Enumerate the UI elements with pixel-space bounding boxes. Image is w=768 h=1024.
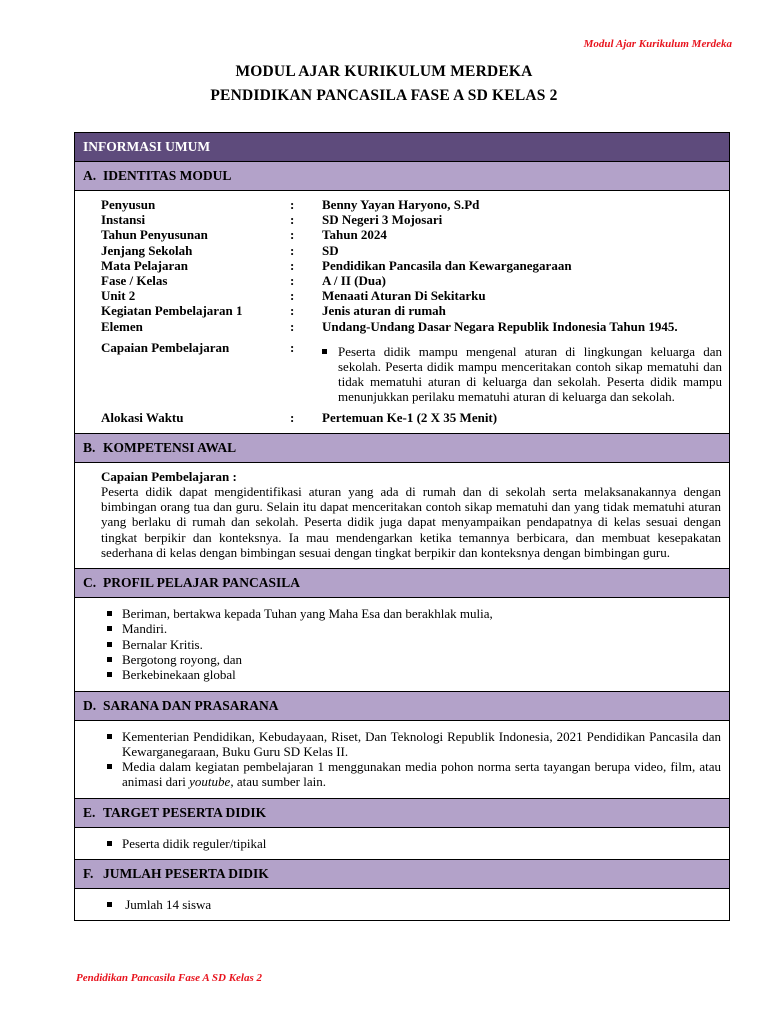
identitas-key: Elemen xyxy=(101,318,143,334)
section-label: JUMLAH PESERTA DIDIK xyxy=(103,866,269,882)
list-item xyxy=(106,606,721,621)
colon: : xyxy=(290,409,295,425)
section-b-header xyxy=(75,434,729,463)
capaian-text: Peserta didik mampu mengenal aturan di lingkungan keluarga dan sekolah. Peserta didik mampu menceritakan contoh sikap mematuhi dan tidak mematuhi aturan di keluarga dan sekolah. Peserta didik mampu menunjukkan perilaku mematuhi aturan di keluarga dan sekolah. xyxy=(338,343,722,405)
square-bullet-icon xyxy=(107,672,112,677)
identitas-value: Menaati Aturan Di Sekitarku xyxy=(322,288,486,304)
section-letter: F. xyxy=(83,866,94,882)
identitas-key: Instansi xyxy=(101,212,146,228)
identitas-value: Jenis aturan di rumah xyxy=(322,303,446,319)
jumlah-text: Jumlah 14 siswa xyxy=(125,897,212,913)
sarana-text-post: , atau sumber lain. xyxy=(230,774,326,790)
informasi-umum-label: INFORMASI UMUM xyxy=(83,139,211,154)
profil-text: Berkebinekaan global xyxy=(122,667,236,683)
square-bullet-icon xyxy=(107,657,112,662)
section-letter: C. xyxy=(83,575,97,591)
profil-text: Bernalar Kritis. xyxy=(122,636,203,652)
square-bullet-icon xyxy=(107,642,112,647)
identitas-key: Kegiatan Pembelajaran 1 xyxy=(101,303,243,319)
square-bullet-icon xyxy=(107,841,112,846)
identitas-row xyxy=(101,243,723,258)
identitas-row xyxy=(101,258,723,273)
identitas-modul xyxy=(75,191,729,434)
profil-pelajar xyxy=(75,598,729,691)
list-item xyxy=(106,667,721,682)
document-title: MODUL AJAR KURIKULUM MERDEKA xyxy=(235,63,533,80)
section-letter: A. xyxy=(83,168,97,183)
identitas-value: SD xyxy=(322,242,339,258)
square-bullet-icon xyxy=(107,902,112,907)
identitas-key: Penyusun xyxy=(101,197,156,212)
sarana-text: Kementerian Pendidikan, Kebudayaan, Riset, Dan Teknologi Republik Indonesia, 2021 Pendidikan Pancasila dan Kewarganegaraan, Buku Guru SD Kelas II. xyxy=(122,728,721,759)
identitas-value: SD Negeri 3 Mojosari xyxy=(322,212,443,228)
list-item xyxy=(106,637,721,652)
list-item xyxy=(106,836,721,851)
section-label: KOMPETENSI AWAL xyxy=(103,439,237,455)
identitas-value: Benny Yayan Haryono, S.Pd xyxy=(322,197,480,212)
identitas-value: Tahun 2024 xyxy=(322,227,387,243)
list-item xyxy=(322,344,722,405)
list-item xyxy=(106,729,721,760)
colon: : xyxy=(290,273,295,289)
alokasi-value: Pertemuan Ke-1 (2 X 35 Menit) xyxy=(322,409,498,425)
square-bullet-icon xyxy=(107,626,112,631)
section-label: SARANA DAN PRASARANA xyxy=(103,697,279,713)
section-letter: B. xyxy=(83,439,96,455)
identitas-row xyxy=(101,197,723,212)
identitas-key: Mata Pelajaran xyxy=(101,257,189,273)
section-a-header xyxy=(75,162,729,191)
colon: : xyxy=(290,257,295,273)
identitas-key: Tahun Penyusunan xyxy=(101,227,208,243)
identitas-value: Undang-Undang Dasar Negara Republik Indonesia Tahun 1945. xyxy=(322,318,678,334)
list-item xyxy=(106,621,721,636)
jumlah-peserta xyxy=(75,889,729,920)
kompetensi-paragraph: Peserta didik dapat mengidentifikasi aturan yang ada di rumah dan di sekolah serta melaksanakannya dengan bimbingan orang tua dan guru. Selain itu dapat menceritakan contoh sikap mematuhi dan yang tidak mematuhi aturan yang berlaku di rumah dan sekolah. Peserta didik juga dapat menyampaikan pendapatnya di kelas sesuai dengan tingkat berpikir dan konteksnya. Ia mau mendengarkan ketika temannya berbicara, dan membuat kesepakatan sederhana di kelas dengan bimbingan sesuai dengan tingkat berpikir dan konteksnya dengan bimbingan guru. xyxy=(101,484,721,560)
alokasi-row xyxy=(101,410,723,425)
informasi-umum-header xyxy=(75,133,729,162)
running-head: Modul Ajar Kurikulum Merdeka xyxy=(583,38,732,50)
section-label: IDENTITAS MODUL xyxy=(103,168,232,183)
square-bullet-icon xyxy=(107,734,112,739)
identitas-key: Unit 2 xyxy=(101,288,136,304)
section-label: PROFIL PELAJAR PANCASILA xyxy=(103,575,301,591)
sarana-text-emphasis: youtube xyxy=(189,774,231,790)
list-item xyxy=(106,759,721,790)
colon: : xyxy=(290,242,295,258)
capaian-row xyxy=(101,340,723,405)
square-bullet-icon xyxy=(107,611,112,616)
page-footer: Pendidikan Pancasila Fase A SD Kelas 2 xyxy=(76,972,263,984)
list-item xyxy=(106,897,721,912)
identitas-row xyxy=(101,273,723,288)
colon: : xyxy=(290,303,295,319)
target-peserta xyxy=(75,828,729,860)
identitas-value: A / II (Dua) xyxy=(322,273,386,289)
colon: : xyxy=(290,339,295,355)
identitas-row xyxy=(101,227,723,242)
module-table xyxy=(74,132,730,921)
profil-text: Mandiri. xyxy=(122,621,168,637)
target-text: Peserta didik reguler/tipikal xyxy=(122,835,267,851)
identitas-row xyxy=(101,212,723,227)
list-item xyxy=(106,652,721,667)
kompetensi-awal xyxy=(75,463,729,569)
colon: : xyxy=(290,288,295,304)
identitas-row xyxy=(101,303,723,318)
section-c-header xyxy=(75,569,729,598)
colon: : xyxy=(290,197,295,212)
identitas-key: Jenjang Sekolah xyxy=(101,242,193,258)
document-subtitle: PENDIDIKAN PANCASILA FASE A SD KELAS 2 xyxy=(210,87,558,104)
identitas-row xyxy=(101,288,723,303)
square-bullet-icon xyxy=(107,764,112,769)
colon: : xyxy=(290,318,295,334)
sarana-prasarana xyxy=(75,721,729,799)
section-e-header xyxy=(75,799,729,828)
identitas-value: Pendidikan Pancasila dan Kewarganegaraan xyxy=(322,257,572,273)
colon: : xyxy=(290,212,295,228)
section-letter: E. xyxy=(83,804,96,820)
capaian-value xyxy=(322,340,722,405)
colon: : xyxy=(290,227,295,243)
identitas-row xyxy=(101,319,723,334)
section-d-header xyxy=(75,692,729,721)
section-letter: D. xyxy=(83,697,97,713)
profil-text: Bergotong royong, dan xyxy=(122,651,242,667)
identitas-key: Fase / Kelas xyxy=(101,273,168,289)
alokasi-key: Alokasi Waktu xyxy=(101,409,184,425)
capaian-key: Capaian Pembelajaran xyxy=(101,339,230,355)
square-bullet-icon xyxy=(322,349,327,354)
section-label: TARGET PESERTA DIDIK xyxy=(103,804,267,820)
section-f-header xyxy=(75,860,729,889)
sarana-text-pre: Media dalam kegiatan pembelajaran 1 menggunakan media pohon norma serta tayangan berupa video, film, atau animasi dari xyxy=(122,759,721,790)
kompetensi-subheading: Capaian Pembelajaran : xyxy=(101,468,237,484)
profil-text: Beriman, bertakwa kepada Tuhan yang Maha Esa dan berakhlak mulia, xyxy=(122,606,493,622)
